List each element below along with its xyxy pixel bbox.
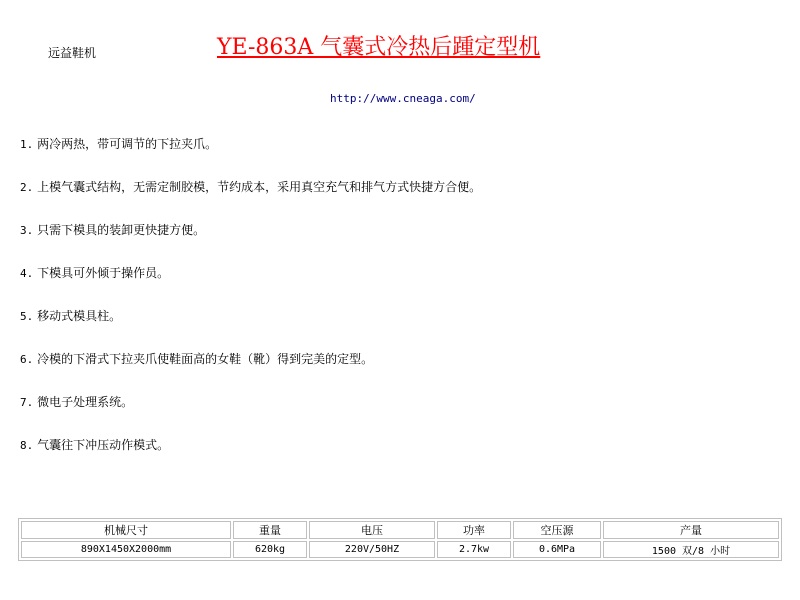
- feature-text: 上模气囊式结构，无需定制胶模，节约成本，采用真空充气和排气方式快捷方合便。: [37, 180, 482, 194]
- spec-value-air-source: 0.6MPa: [513, 541, 601, 558]
- feature-list: [20, 135, 481, 479]
- feature-item: [20, 393, 481, 436]
- brand-name: 远益鞋机: [48, 46, 97, 60]
- spec-value-voltage: 220V/50HZ: [309, 541, 435, 558]
- feature-number: 7.: [20, 396, 34, 409]
- website-link[interactable]: http://www.cneaga.com/: [330, 92, 476, 105]
- feature-item: [20, 307, 481, 350]
- feature-item: [20, 178, 481, 221]
- feature-item: [20, 221, 481, 264]
- feature-text: 只需下模具的装卸更快捷方便。: [37, 223, 206, 237]
- feature-number: 6.: [20, 353, 34, 366]
- spec-value-power: 2.7kw: [437, 541, 511, 558]
- feature-number: 3.: [20, 224, 34, 237]
- feature-number: 1.: [20, 138, 34, 151]
- spec-header-dimensions: 机械尺寸: [21, 521, 231, 539]
- feature-item: [20, 135, 481, 178]
- spec-header-row: [21, 521, 779, 539]
- feature-text: 下模具可外倾于操作员。: [37, 266, 170, 280]
- feature-item: [20, 436, 481, 479]
- feature-text: 气囊往下冲压动作模式。: [37, 438, 170, 452]
- spec-value-dimensions: 890X1450X2000mm: [21, 541, 231, 558]
- spec-value-weight: 620kg: [233, 541, 307, 558]
- feature-number: 5.: [20, 310, 34, 323]
- feature-item: [20, 264, 481, 307]
- spec-header-voltage: 电压: [309, 521, 435, 539]
- spec-header-power: 功率: [437, 521, 511, 539]
- feature-text: 微电子处理系统。: [37, 395, 134, 409]
- feature-text: 冷模的下滑式下拉夹爪使鞋面高的女鞋（靴）得到完美的定型。: [37, 352, 374, 366]
- feature-text: 移动式模具柱。: [37, 309, 122, 323]
- feature-number: 4.: [20, 267, 34, 280]
- spec-header-output: 产量: [603, 521, 779, 539]
- spec-header-air-source: 空压源: [513, 521, 601, 539]
- feature-text: 两冷两热，带可调节的下拉夹爪。: [37, 137, 218, 151]
- feature-number: 2.: [20, 181, 34, 194]
- spec-value-row: [21, 541, 779, 558]
- page-title[interactable]: YE-863A 气囊式冷热后踵定型机: [217, 35, 541, 60]
- spec-header-weight: 重量: [233, 521, 307, 539]
- spec-value-output: 1500 双/8 小时: [603, 541, 779, 558]
- spec-table: [18, 518, 782, 561]
- feature-number: 8.: [20, 439, 34, 452]
- feature-item: [20, 350, 481, 393]
